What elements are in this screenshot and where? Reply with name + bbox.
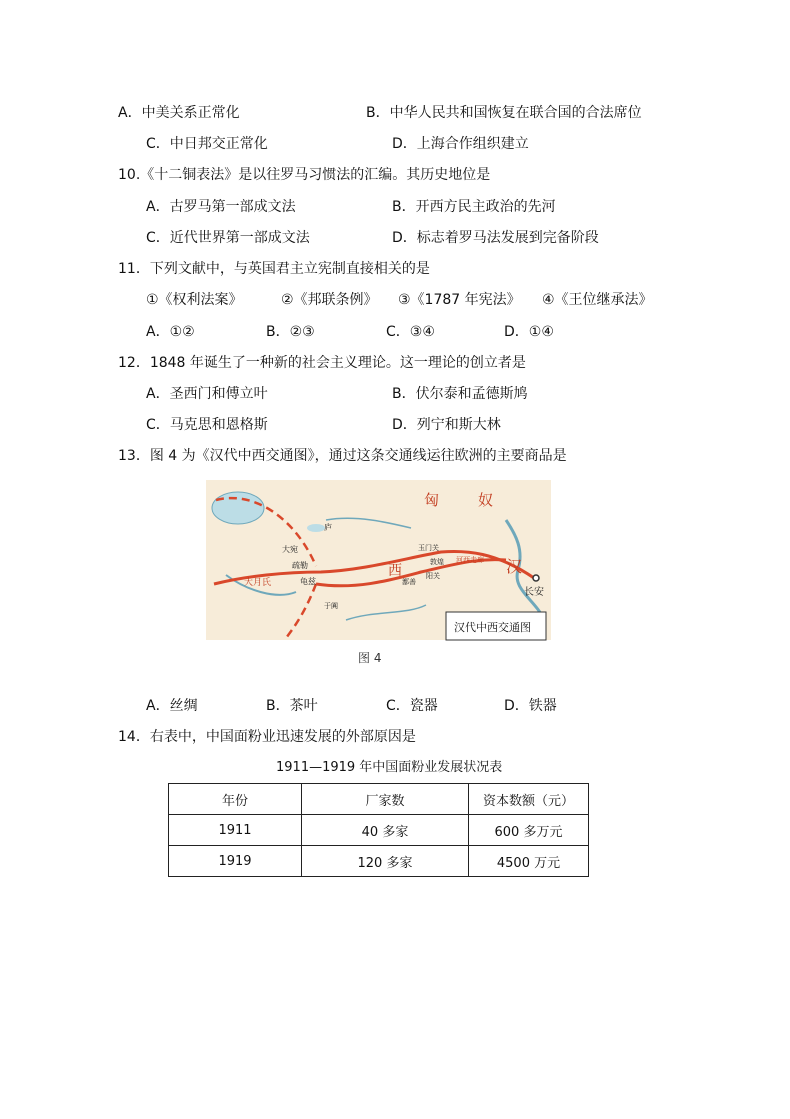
q11-item-1: ①《权利法案》 — [146, 292, 243, 308]
label-xiongnu-1: 匈 — [424, 491, 440, 509]
lake-balkhash — [212, 492, 264, 524]
han-silk-road-map — [206, 480, 551, 670]
cell-factories: 120 多家 — [302, 846, 469, 877]
q11-option-c: C．③④ — [386, 324, 435, 340]
label-dayuezhi: 大月氏 — [244, 578, 272, 588]
q10-option-a: A．古罗马第一部成文法 — [146, 199, 296, 215]
label-yutian: 于阗 — [324, 602, 338, 610]
q11-item-4: ④《王位继承法》 — [542, 292, 653, 308]
label-qiuci: 龟兹 — [300, 577, 316, 586]
changan-marker — [533, 575, 539, 581]
q10-option-b: B．开西方民主政治的先河 — [392, 199, 556, 215]
q12-option-d: D．列宁和斯大林 — [392, 417, 501, 433]
q13-stem: 13．图 4 为《汉代中西交通图》，通过这条交通线运往欧洲的主要商品是 — [118, 448, 567, 464]
label-xi: 西 — [388, 563, 402, 579]
q12-option-b: B．伏尔泰和孟德斯鸠 — [392, 386, 528, 402]
cell-year: 1911 — [169, 815, 302, 846]
cell-year: 1919 — [169, 846, 302, 877]
q9-option-a: A．中美关系正常化 — [118, 105, 240, 121]
q11-option-a: A．①② — [146, 324, 195, 340]
q12-option-a: A．圣西门和傅立叶 — [146, 386, 268, 402]
q12-stem: 12．1848 年诞生了一种新的社会主义理论。这一理论的创立者是 — [118, 355, 526, 371]
q11-option-d: D．①④ — [504, 324, 554, 340]
q9-option-b: B．中华人民共和国恢复在联合国的合法席位 — [366, 105, 642, 121]
q11-item-3: ③《1787 年宪法》 — [398, 292, 521, 308]
map-caption: 图 4 — [358, 651, 382, 665]
label-hexi: 河西走廊 — [456, 556, 484, 564]
label-dayuan: 大宛 — [282, 545, 298, 554]
label-changan: 长安 — [524, 587, 544, 598]
q12-option-c: C．马克思和恩格斯 — [146, 417, 268, 433]
q13-option-a: A．丝绸 — [146, 698, 198, 714]
label-xiongnu-2: 奴 — [478, 491, 494, 509]
label-lu: 庐 — [324, 523, 332, 532]
q11-item-2: ②《邦联条例》 — [281, 292, 378, 308]
q9-option-d: D．上海合作组织建立 — [392, 136, 529, 152]
label-yumenguan: 玉门关 — [418, 544, 439, 552]
cell-capital: 4500 万元 — [469, 846, 589, 877]
q10-stem: 10.《十二铜表法》是以往罗马习惯法的汇编。其历史地位是 — [118, 167, 491, 183]
cell-capital: 600 多万元 — [469, 815, 589, 846]
label-shule: 疏勒 — [292, 561, 308, 570]
flour-industry-table — [168, 783, 589, 877]
label-yangguan: 阳关 — [426, 572, 440, 580]
q14-stem: 14．右表中，中国面粉业迅速发展的外部原因是 — [118, 729, 416, 745]
table-row — [169, 846, 589, 877]
q9-option-c: C．中日邦交正常化 — [146, 136, 268, 152]
cell-factories: 40 多家 — [302, 815, 469, 846]
q13-option-b: B．茶叶 — [266, 698, 318, 714]
q13-option-c: C．瓷器 — [386, 698, 438, 714]
table-row — [169, 815, 589, 846]
q10-option-c: C．近代世界第一部成文法 — [146, 230, 310, 246]
header-year: 年份 — [169, 784, 302, 815]
label-loulan: 鄯善 — [402, 578, 416, 586]
table-title: 1911—1919 年中国面粉业发展状况表 — [276, 760, 503, 775]
label-han: 汉 — [506, 557, 523, 576]
q11-option-b: B．②③ — [266, 324, 315, 340]
map-svg — [206, 480, 551, 670]
header-capital: 资本数额（元） — [469, 784, 589, 815]
lake-issyk — [307, 524, 325, 532]
q13-option-d: D．铁器 — [504, 698, 557, 714]
table-header-row — [169, 784, 589, 815]
label-dunhuang: 敦煌 — [430, 558, 444, 566]
header-factories: 厂家数 — [302, 784, 469, 815]
q10-option-d: D．标志着罗马法发展到完备阶段 — [392, 230, 599, 246]
map-title: 汉代中西交通图 — [454, 621, 531, 634]
q11-stem: 11．下列文献中，与英国君主立宪制直接相关的是 — [118, 261, 430, 277]
